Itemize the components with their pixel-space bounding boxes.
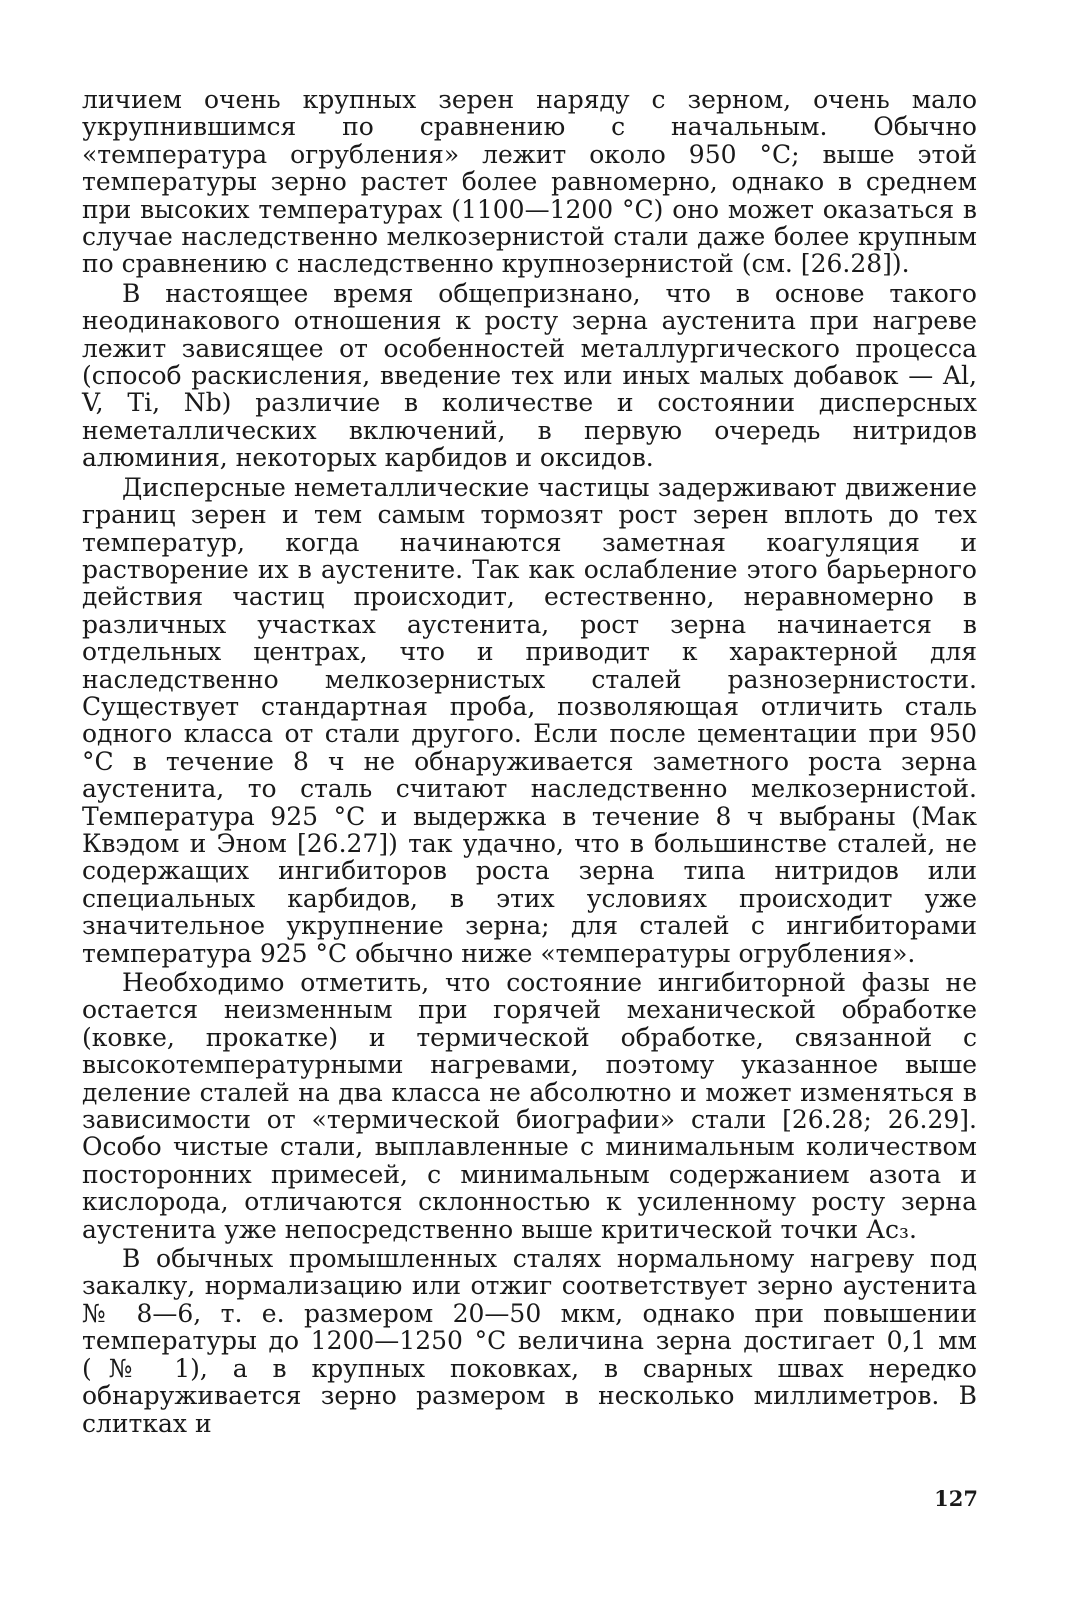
paragraph-2: В настоящее время общепризнано, что в основе такого неодинакового отношения к росту зерна аустенита при нагреве лежит зависящее от особенностей металлургического процесса (способ раскисления, введение тех или иных малых добавок — Al, V, Ti, Nb) различие в количестве и состоянии дисперсных неметаллических включений, в первую очередь нитридов алюминия, некоторых карбидов и оксидов. bbox=[82, 278, 977, 473]
page-number: 127 bbox=[934, 1486, 978, 1511]
page-body bbox=[82, 86, 977, 1439]
paragraph-1: личием очень крупных зерен наряду с зерном, очень мало укрупнившимся по сравнению с начальным. Обычно «температура огрубления» лежит около 950 °С; выше этой температуры зерно растет более равномерно, однако в среднем при высоких температурах (1100—1200 °С) оно может оказаться в случае наследственно мелкозернистой стали даже более крупным по сравнению с наследственно крупнозернистой (см. [26.28]). bbox=[82, 85, 977, 279]
paragraph-4: Необходимо отметить, что состояние ингибиторной фазы не остается неизменным при горячей механической обработке (ковке, прокатке) и термической обработке, связанной с высокотемпературными нагревами, поэтому указанное выше деление сталей на два класса не абсолютно и может изменяться в зависимости от «термической биографии» стали [26.28; 26.29]. Особо чистые стали, выплавленные с минимальным количеством посторонних примесей, с минимальным содержанием азота и кислорода, отличаются склонностью к усиленному росту зерна аустенита уже непосредственно выше критической точки Ас₃. bbox=[82, 968, 977, 1244]
paragraph-5: В обычных промышленных сталях нормальному нагреву под закалку, нормализацию или отжиг соответствует зерно аустенита № 8—6, т. е. размером 20—50 мкм, однако при повышении температуры до 1200—1250 °С величина зерна достигает 0,1 мм (№ 1), а в крупных поковках, в сварных швах нередко обнаруживается зерно размером в несколько миллиметров. В слитках и bbox=[82, 1244, 977, 1438]
paragraph-3: Дисперсные неметаллические частицы задерживают движение границ зерен и тем самым тормозят рост зерен вплоть до тех температур, когда начинаются заметная коагуляция и растворение их в аустените. Так как ослабление этого барьерного действия частиц происходит, естественно, неравномерно в различных участках аустенита, рост зерна начинается в отдельных центрах, что и приводит к характерной для наследственно мелкозернистых сталей разнозернистости. Существует стандартная проба, позволяющая отличить сталь одного класса от стали другого. Если после цементации при 950 °С в течение 8 ч не обнаруживается заметного роста зерна аустенита, то сталь считают наследственно мелкозернистой. Температура 925 °С и выдержка в течение 8 ч выбраны (Мак Квэдом и Эном [26.27]) так удачно, что в большинстве сталей, не содержащих ингибиторов роста зерна типа нитридов или специальных карбидов, в этих условиях происходит уже значительное укрупнение зерна; для сталей с ингибиторами температура 925 °С обычно ниже «температуры огрубления». bbox=[82, 472, 977, 968]
